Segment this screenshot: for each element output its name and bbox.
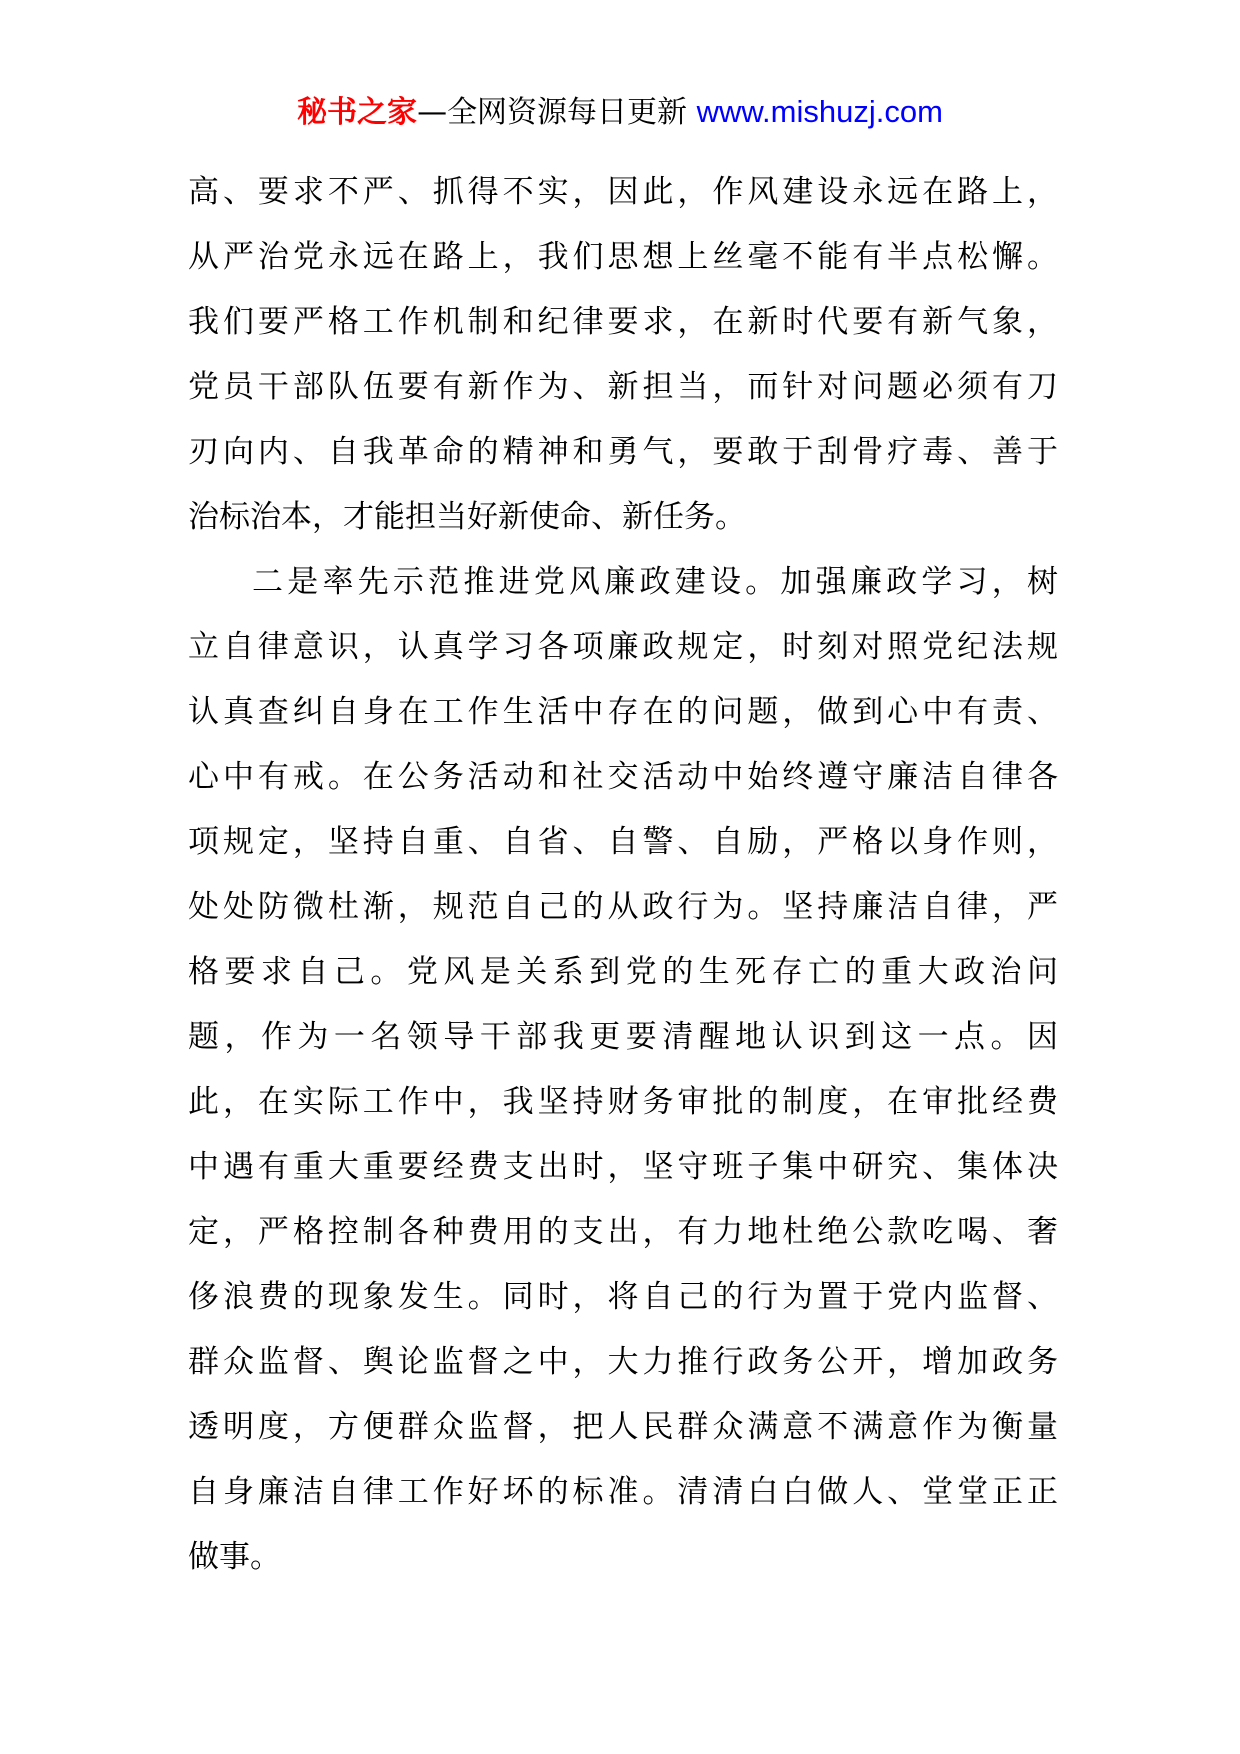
- text-line: 心中有戒。在公务活动和社交活动中始终遵守廉洁自律各: [188, 759, 1058, 795]
- paragraph-start-line: 二是率先示范推进党风廉政建设。加强廉政学习，树: [252, 564, 1058, 600]
- site-brand: 秘书之家: [297, 95, 418, 130]
- text-line: 认真查纠自身在工作生活中存在的问题，做到心中有责、: [188, 694, 1058, 730]
- text-line: 我们要严格工作机制和纪律要求，在新时代要有新气象，: [188, 304, 1058, 340]
- text-line: 治标治本，才能担当好新使命、新任务。: [188, 499, 746, 535]
- text-line: 高、要求不严、抓得不实，因此，作风建设永远在路上，: [188, 174, 1058, 210]
- text-line: 中遇有重大重要经费支出时，坚守班子集中研究、集体决: [188, 1149, 1058, 1185]
- text-line: 处处防微杜渐，规范自己的从政行为。坚持廉洁自律，严: [188, 889, 1058, 925]
- text-line: 做事。: [188, 1539, 281, 1575]
- text-line: 透明度，方便群众监督，把人民群众满意不满意作为衡量: [188, 1409, 1058, 1445]
- document-body: [188, 160, 1058, 1590]
- text-line: 格要求自己。党风是关系到党的生死存亡的重大政治问: [188, 954, 1058, 990]
- text-line: 立自律意识，认真学习各项廉政规定，时刻对照党纪法规: [188, 629, 1058, 665]
- text-line: 定，严格控制各种费用的支出，有力地杜绝公款吃喝、奢: [188, 1214, 1058, 1250]
- text-line: 群众监督、舆论监督之中，大力推行政务公开，增加政务: [188, 1344, 1058, 1380]
- text-line: 题，作为一名领导干部我更要清醒地认识到这一点。因: [188, 1019, 1058, 1055]
- text-line: 自身廉洁自律工作好坏的标准。清清白白做人、堂堂正正: [188, 1474, 1058, 1510]
- text-line: 从严治党永远在路上，我们思想上丝毫不能有半点松懈。: [188, 239, 1058, 275]
- text-line: 项规定，坚持自重、自省、自警、自励，严格以身作则，: [188, 824, 1058, 860]
- page-header: [0, 92, 1240, 133]
- text-line: 侈浪费的现象发生。同时，将自己的行为置于党内监督、: [188, 1279, 1058, 1315]
- site-slogan: —全网资源每日更新: [417, 95, 688, 130]
- text-line: 党员干部队伍要有新作为、新担当，而针对问题必须有刀: [188, 369, 1058, 405]
- text-line: 刃向内、自我革命的精神和勇气，要敢于刮骨疗毒、善于: [188, 434, 1058, 470]
- text-line: 此，在实际工作中，我坚持财务审批的制度，在审批经费: [188, 1084, 1058, 1120]
- site-url-link[interactable]: www.mishuzj.com: [696, 94, 943, 129]
